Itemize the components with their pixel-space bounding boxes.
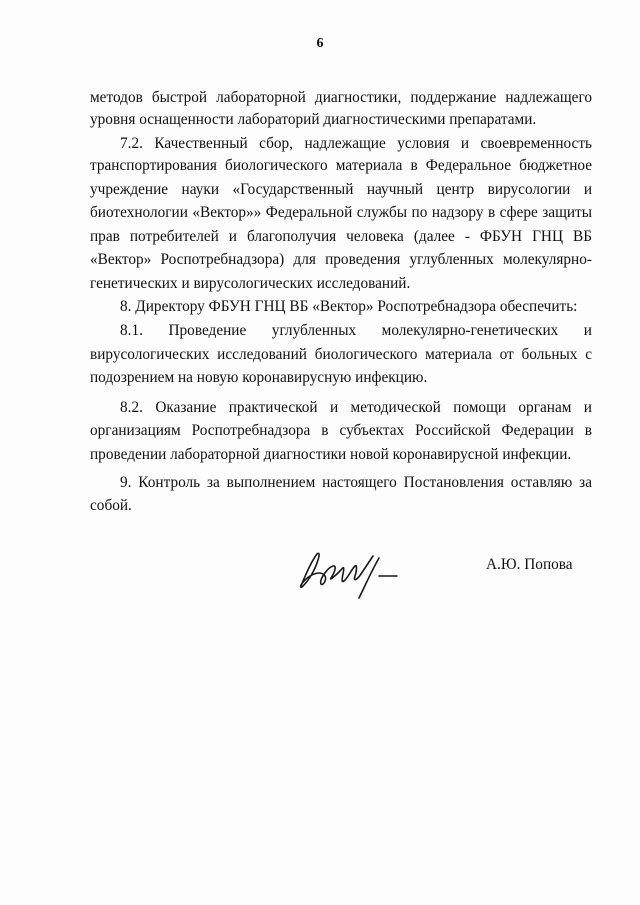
text-line: прав потребителей и благополучия человека (далее - ФБУН ГНЦ ВБ (90, 228, 592, 245)
text-line: транспортирования биологического материала в Федеральное бюджетное (90, 157, 592, 174)
text-line: 7.2. Качественный сбор, надлежащие условия и своевременность (120, 135, 592, 152)
signature-stroke (301, 553, 397, 598)
text-line: «Вектор» Роспотребнадзора) для проведения углубленных молекулярно- (90, 251, 592, 268)
text-line: генетических и вирусологических исследований. (90, 275, 411, 292)
text-line: проведении лабораторной диагностики новой коронавирусной инфекции. (90, 446, 572, 463)
text-line: 8.1. Проведение углубленных молекулярно-генетических и (120, 322, 592, 339)
text-line: 8. Директору ФБУН ГНЦ ВБ «Вектор» Роспотребнадзора обеспечить: (120, 298, 578, 315)
text-line: подозрением на новую коронавирусную инфекцию. (90, 369, 428, 386)
text-line: 8.2. Оказание практической и методической помощи органам и (120, 399, 592, 416)
text-line: организациям Роспотребнадзора в субъектах Российской Федерации в (90, 422, 592, 439)
text-line: собой. (90, 497, 132, 514)
text-line: 9. Контроль за выполнением настоящего Постановления оставляю за (120, 474, 592, 491)
text-line: уровня оснащенности лабораторий диагностическими препаратами. (90, 111, 537, 128)
text-line: методов быстрой лабораторной диагностики, поддержание надлежащего (90, 89, 592, 106)
signer-name: А.Ю. Попова (486, 556, 573, 573)
page-number: 6 (316, 36, 324, 51)
text-line: вирусологических исследований биологического материала от больных с (90, 346, 592, 363)
handwritten-signature (295, 546, 415, 606)
text-line: учреждение науки «Государственный научный центр вирусологии и (90, 181, 592, 198)
text-line: биотехнологии «Вектор»» Федеральной службы по надзору в сфере защиты (90, 204, 592, 221)
